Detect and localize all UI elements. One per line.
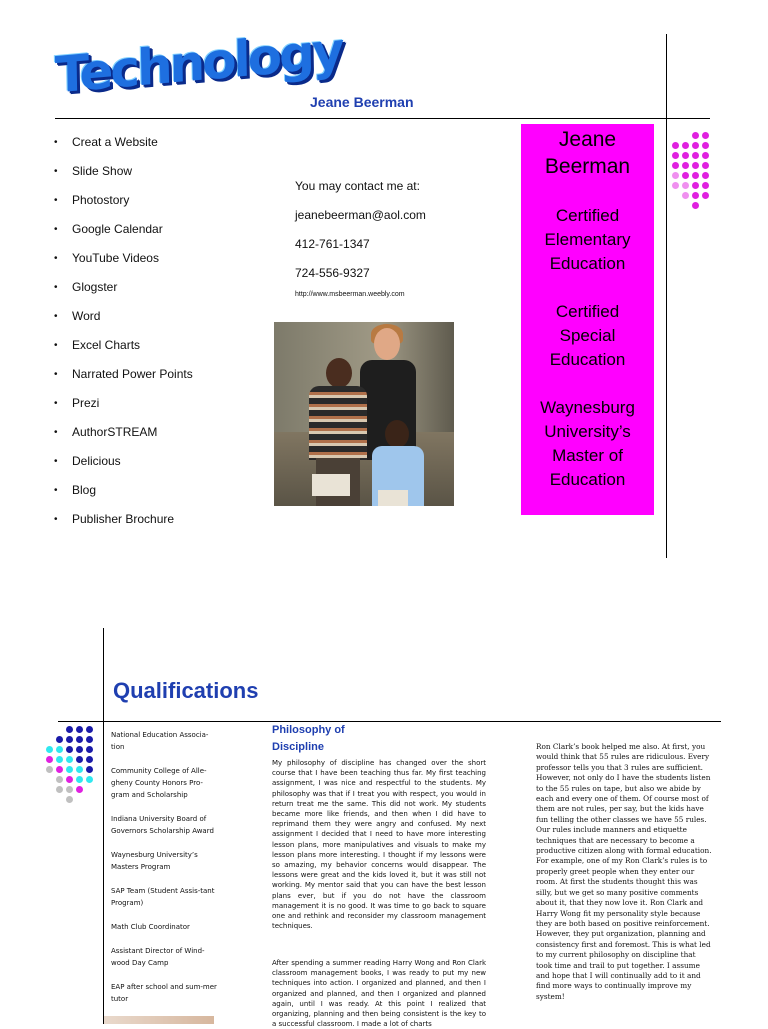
- qualifications-title: Qualifications: [113, 678, 259, 703]
- list-item: • AuthorSTREAM: [52, 418, 193, 447]
- decorative-dot: [56, 736, 63, 743]
- contact-phone: 412-761-1347: [295, 237, 370, 251]
- decorative-dot: [56, 746, 63, 753]
- philosophy-paragraph: After spending a summer reading Harry Wong and Ron Clark classroom management books, I was ready to put my new techniques into action. I organized and planned, and then I organized and planned, and then I organized and planned again, until I was ready. At this point I realized that organizing, planning and then being consistent is the key to a successful classroom. I made a lot of charts: [272, 959, 486, 1029]
- decorative-dot: [682, 142, 689, 149]
- credential-line: Master of: [552, 446, 623, 465]
- decorative-dot: [672, 182, 679, 189]
- credential-line: Education: [549, 350, 626, 369]
- decorative-dot: [76, 766, 83, 773]
- panel-name-line: Beerman: [544, 155, 631, 178]
- list-item: • YouTube Videos: [52, 244, 193, 273]
- philosophy-paragraph: My philosophy of discipline has changed over the short course that I have been teaching thus far. My first teaching assignment, I was nice and respectful to the students. My philosophy was that if I treat you with respect, you would in return treat me the same. This did not work. My students became more like friends, and then when I did have to reprimand them they were angry and confused. My next assignment I decided that I need to have more interesting lesson plans, more manipulatives and visuals to make my lesson plans more interesting. I thought if my lessons were so amazing, my behavior concerns would disappear. The lessons were great and the kids loved it, but it was still not working. My mentor said that you can have the best lesson plans ever, but if you do not have the classroom management it is no good. It was time to go back to square one and rethink and reconsider my classroom management techniques.: [272, 759, 486, 931]
- decorative-dot: [692, 132, 699, 139]
- decorative-dot: [702, 132, 709, 139]
- divider-vertical: [103, 628, 104, 1024]
- decorative-dot: [702, 152, 709, 159]
- list-item: • Delicious: [52, 447, 193, 476]
- decorative-dot: [56, 756, 63, 763]
- panel-name-line: Jeane: [558, 128, 617, 151]
- decorative-dot: [66, 746, 73, 753]
- list-item: National Education Associa-tion: [111, 731, 209, 751]
- credential-line: Waynesburg: [540, 398, 635, 417]
- decorative-dot: [692, 142, 699, 149]
- list-item: • Word: [52, 302, 193, 331]
- decorative-dot: [66, 726, 73, 733]
- list-item: • Creat a Website: [52, 128, 193, 157]
- decorative-dot: [702, 172, 709, 179]
- decorative-dot: [692, 172, 699, 179]
- decorative-dot: [672, 152, 679, 159]
- list-item: Math Club Coordinator: [111, 923, 190, 931]
- decorative-dot: [76, 776, 83, 783]
- divider-horizontal: [55, 118, 710, 119]
- decorative-dot: [86, 776, 93, 783]
- list-item: • Glogster: [52, 273, 193, 302]
- decorative-dot-grid: [46, 726, 106, 812]
- credentials-panel: [521, 124, 654, 515]
- decorative-dot: [76, 736, 83, 743]
- list-item: Waynesburg University’s Masters Program: [111, 851, 198, 871]
- decorative-dot: [46, 756, 53, 763]
- class-photo: [274, 322, 454, 506]
- credential-masters: [521, 396, 654, 492]
- divider-vertical: [666, 34, 667, 558]
- decorative-dot: [86, 766, 93, 773]
- credential-line: Elementary: [544, 230, 631, 249]
- decorative-dot: [76, 726, 83, 733]
- decorative-dot: [76, 746, 83, 753]
- decorative-dot: [702, 182, 709, 189]
- decorative-dot: [692, 192, 699, 199]
- qualifications-list: [111, 729, 217, 1017]
- decorative-dot-grid: [672, 132, 712, 218]
- decorative-dot: [66, 756, 73, 763]
- author-name: Jeane Beerman: [310, 94, 414, 110]
- decorative-dot: [692, 152, 699, 159]
- list-item: • Publisher Brochure: [52, 505, 193, 534]
- decorative-dot: [692, 182, 699, 189]
- list-item: Assistant Director of Wind-wood Day Camp: [111, 947, 205, 967]
- credential-special: [521, 300, 654, 372]
- decorative-dot: [702, 192, 709, 199]
- contact-website-link[interactable]: http://www.msbeerman.weebly.com: [295, 291, 405, 298]
- credential-line: Education: [549, 470, 626, 489]
- list-item: • Google Calendar: [52, 215, 193, 244]
- list-item: Indiana University Board of Governors Scholarship Award: [111, 815, 214, 835]
- decorative-dot: [66, 776, 73, 783]
- decorative-dot: [702, 162, 709, 169]
- decorative-dot: [76, 786, 83, 793]
- decorative-dot: [86, 756, 93, 763]
- credential-line: Education: [549, 254, 626, 273]
- list-item: Community College of Alle-gheny County Honors Pro-gram and Scholarship: [111, 767, 207, 799]
- decorative-dot: [682, 152, 689, 159]
- decorative-dot: [56, 766, 63, 773]
- decorative-dot: [66, 786, 73, 793]
- decorative-dot: [66, 796, 73, 803]
- list-item: • Prezi: [52, 389, 193, 418]
- decorative-dot: [76, 756, 83, 763]
- decorative-dot: [86, 746, 93, 753]
- philosophy-title: Philosophy of Discipline: [272, 724, 345, 753]
- decorative-dot: [66, 766, 73, 773]
- credential-line: University’s: [544, 422, 631, 441]
- list-item: • Excel Charts: [52, 331, 193, 360]
- contact-email[interactable]: jeanebeerman@aol.com: [295, 208, 426, 222]
- decorative-dot: [86, 736, 93, 743]
- contact-block: [295, 172, 426, 302]
- credential-line: Certified: [555, 302, 620, 321]
- credential-line: Certified: [555, 206, 620, 225]
- decorative-image-strip: [104, 1016, 214, 1024]
- decorative-dot: [692, 162, 699, 169]
- decorative-dot: [46, 746, 53, 753]
- decorative-dot: [672, 172, 679, 179]
- decorative-dot: [66, 736, 73, 743]
- decorative-dot: [692, 202, 699, 209]
- technology-logo: Technology: [54, 21, 342, 105]
- credential-line: Special: [559, 326, 616, 345]
- decorative-dot: [682, 172, 689, 179]
- list-item: SAP Team (Student Assis-tant Program): [111, 887, 215, 907]
- decorative-dot: [672, 142, 679, 149]
- list-item: • Photostory: [52, 186, 193, 215]
- list-item: • Blog: [52, 476, 193, 505]
- list-item: • Slide Show: [52, 157, 193, 186]
- decorative-dot: [46, 766, 53, 773]
- decorative-dot: [702, 142, 709, 149]
- decorative-dot: [672, 162, 679, 169]
- skills-list: [52, 128, 193, 534]
- credential-elementary: [521, 204, 654, 276]
- decorative-dot: [682, 182, 689, 189]
- decorative-dot: [56, 786, 63, 793]
- list-item: EAP after school and sum-mer tutor: [111, 983, 217, 1003]
- decorative-dot: [86, 726, 93, 733]
- decorative-dot: [682, 192, 689, 199]
- decorative-dot: [682, 162, 689, 169]
- decorative-dot: [56, 776, 63, 783]
- list-item: • Narrated Power Points: [52, 360, 193, 389]
- contact-phone: 724-556-9327: [295, 266, 370, 280]
- contact-heading: You may contact me at:: [295, 179, 420, 193]
- philosophy-paragraph: Ron Clark’s book helped me also. At first, you would think that 55 rules are ridiculous. Every professor tells you that 3 rules are sufficient. However, not only do I have the students listen to the 55 rules on tape, but also we abide by each and every one of them. Of course most of them are not rules, per say, but the kids have fun telling the other classes we have 55 rules. Our rules include manners and etiquette techniques that are necessary to become a productive citizen along with formal education. For example, one of my Ron Clark’s rules is to properly greet people when they enter our room. At first the students thought this was silly, but we get so many positive comments about it, that they now love it. Ron Clark and Harry Wong fit my personality style because they are both based on positive reinforcement. However, they put organization, planning and consistency first and foremost. This is what led to my current philosophy on discipline that took time and trail to put together. I assume and hope that I will continually add to it and find more ways to continually improve my system!: [536, 742, 712, 1001]
